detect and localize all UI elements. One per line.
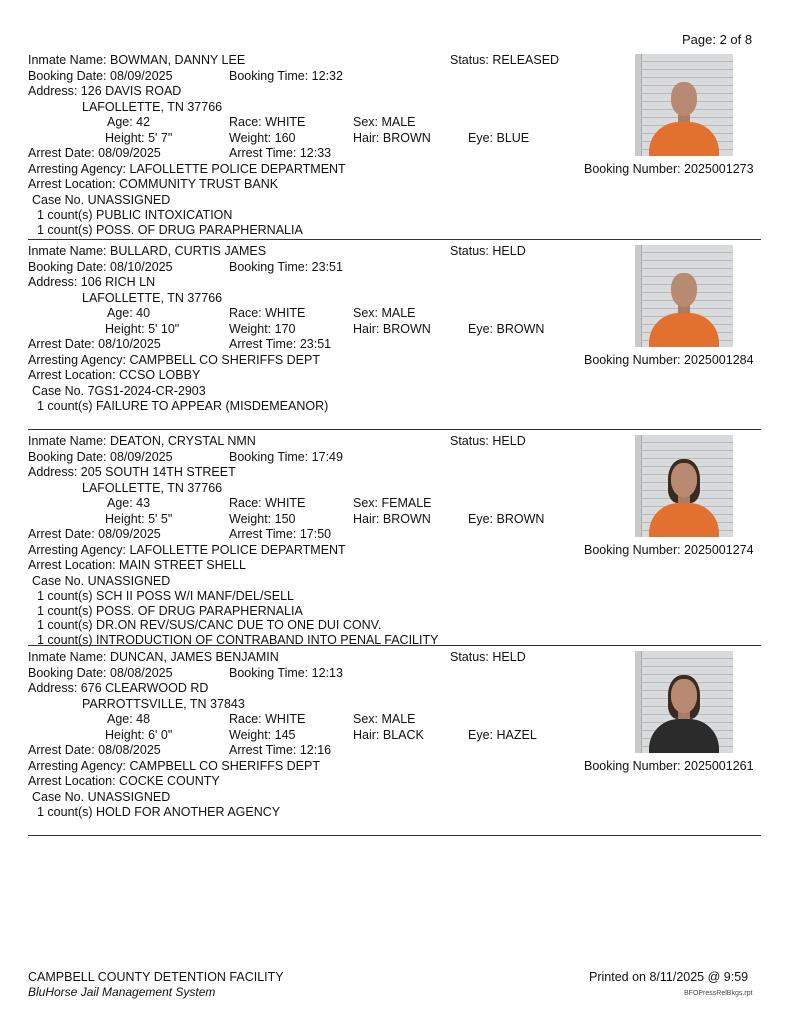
inmate-name: Inmate Name: BULLARD, CURTIS JAMES xyxy=(28,244,267,258)
weight: Weight: 170 xyxy=(229,321,296,336)
status-badge: Status: HELD xyxy=(450,244,526,258)
charge-item: 1 count(s) SCH II POSS W/I MANF/DEL/SELL xyxy=(37,589,295,603)
race: Race: WHITE xyxy=(229,306,306,320)
case-number: Case No. UNASSIGNED xyxy=(32,573,171,588)
charge-item: 1 count(s) POSS. OF DRUG PARAPHERNALIA xyxy=(37,603,303,618)
address-line: Address: 676 CLEARWOOD RD xyxy=(28,681,209,695)
race: Race: WHITE xyxy=(229,115,306,129)
booking-number: Booking Number: 2025001284 xyxy=(584,352,754,367)
height-chart-edge xyxy=(635,54,642,156)
booking-date: Booking Date: 08/09/2025 xyxy=(28,449,173,464)
head-shape xyxy=(671,273,697,307)
arrest-location: Arrest Location: MAIN STREET SHELL xyxy=(28,558,246,572)
arresting-agency: Arresting Agency: LAFOLLETTE POLICE DEPARTMENT xyxy=(28,542,346,557)
status-badge: Status: HELD xyxy=(450,650,526,664)
charge-item: 1 count(s) POSS. OF DRUG PARAPHERNALIA xyxy=(37,222,303,237)
charge-item: 1 count(s) INTRODUCTION OF CONTRABAND INTO PENAL FACILITY xyxy=(37,632,439,647)
case-number: Case No. 7GS1-2024-CR-2903 xyxy=(32,383,206,398)
weight: Weight: 160 xyxy=(229,130,296,145)
booking-number: Booking Number: 2025001261 xyxy=(584,758,754,773)
address-city: LAFOLLETTE, TN 37766 xyxy=(82,480,223,495)
charge-item: 1 count(s) DR.ON REV/SUS/CANC DUE TO ONE DUI CONV. xyxy=(37,618,382,632)
age: Age: 42 xyxy=(107,115,151,129)
inmate-name: Inmate Name: DEATON, CRYSTAL NMN xyxy=(28,434,256,448)
address-line: Address: 205 SOUTH 14TH STREET xyxy=(28,465,236,479)
arrest-location: Arrest Location: COCKE COUNTY xyxy=(28,774,220,788)
eye-color: Eye: BROWN xyxy=(468,321,545,336)
sex: Sex: FEMALE xyxy=(353,496,432,510)
status-badge: Status: HELD xyxy=(450,434,526,448)
booking-number: Booking Number: 2025001273 xyxy=(584,161,754,176)
case-number: Case No. UNASSIGNED xyxy=(32,789,171,804)
mugshot-photo xyxy=(635,435,733,537)
arrest-time: Arrest Time: 17:50 xyxy=(229,527,332,541)
arresting-agency: Arresting Agency: CAMPBELL CO SHERIFFS DEPT xyxy=(28,758,320,773)
arrest-time: Arrest Time: 12:16 xyxy=(229,743,332,757)
arrest-date: Arrest Date: 08/10/2025 xyxy=(28,337,161,351)
arrest-location: Arrest Location: COMMUNITY TRUST BANK xyxy=(28,177,279,191)
hair-color: Hair: BROWN xyxy=(353,511,431,526)
booking-date: Booking Date: 08/10/2025 xyxy=(28,259,173,274)
address-city: LAFOLLETTE, TN 37766 xyxy=(82,290,223,305)
head-shape xyxy=(671,679,697,713)
weight: Weight: 150 xyxy=(229,511,296,526)
address-city: LAFOLLETTE, TN 37766 xyxy=(82,99,223,114)
case-number: Case No. UNASSIGNED xyxy=(32,192,171,207)
arrest-time: Arrest Time: 12:33 xyxy=(229,146,332,160)
arrest-location: Arrest Location: CCSO LOBBY xyxy=(28,368,201,382)
head-shape xyxy=(671,82,697,116)
height: Height: 5' 7" xyxy=(105,130,173,145)
inmate-name: Inmate Name: BOWMAN, DANNY LEE xyxy=(28,53,246,67)
address-city: PARROTTSVILLE, TN 37843 xyxy=(82,696,245,711)
shirt-shape xyxy=(649,122,719,156)
hair-color: Hair: BROWN xyxy=(353,321,431,336)
height-chart-edge xyxy=(635,651,642,753)
arrest-date: Arrest Date: 08/08/2025 xyxy=(28,743,161,757)
printed-timestamp: Printed on 8/11/2025 @ 9:59 xyxy=(589,970,749,984)
charge-item: 1 count(s) HOLD FOR ANOTHER AGENCY xyxy=(37,805,281,819)
status-badge: Status: RELEASED xyxy=(450,53,560,67)
hair-color: Hair: BLACK xyxy=(353,727,424,742)
weight: Weight: 145 xyxy=(229,727,296,742)
height: Height: 5' 5" xyxy=(105,511,173,526)
race: Race: WHITE xyxy=(229,496,306,510)
shirt-shape xyxy=(649,719,719,753)
eye-color: Eye: BROWN xyxy=(468,511,545,526)
arrest-time: Arrest Time: 23:51 xyxy=(229,337,332,351)
sex: Sex: MALE xyxy=(353,306,416,320)
address-line: Address: 106 RICH LN xyxy=(28,275,156,289)
height-chart-edge xyxy=(635,245,642,347)
booking-time: Booking Time: 17:49 xyxy=(229,449,343,464)
record-divider xyxy=(28,835,761,836)
arresting-agency: Arresting Agency: LAFOLLETTE POLICE DEPARTMENT xyxy=(28,161,346,176)
page-number: Page: 2 of 8 xyxy=(682,32,753,47)
shirt-shape xyxy=(649,313,719,347)
eye-color: Eye: HAZEL xyxy=(468,727,537,742)
facility-name: CAMPBELL COUNTY DETENTION FACILITY xyxy=(28,970,284,984)
sex: Sex: MALE xyxy=(353,115,416,129)
mugshot-photo xyxy=(635,651,733,753)
charge-item: 1 count(s) FAILURE TO APPEAR (MISDEMEANOR) xyxy=(37,399,329,413)
head-shape xyxy=(671,463,697,497)
mugshot-photo xyxy=(635,54,733,156)
address-line: Address: 126 DAVIS ROAD xyxy=(28,84,182,98)
arresting-agency: Arresting Agency: CAMPBELL CO SHERIFFS DEPT xyxy=(28,352,320,367)
height: Height: 5' 10" xyxy=(105,321,180,336)
report-filename: BFOPressRelBkgs.rpt xyxy=(684,990,753,997)
booking-time: Booking Time: 23:51 xyxy=(229,259,343,274)
system-name: BluHorse Jail Management System xyxy=(28,985,216,999)
arrest-date: Arrest Date: 08/09/2025 xyxy=(28,527,161,541)
hair-color: Hair: BROWN xyxy=(353,130,431,145)
age: Age: 40 xyxy=(107,306,151,320)
booking-time: Booking Time: 12:32 xyxy=(229,68,343,83)
inmate-name: Inmate Name: DUNCAN, JAMES BENJAMIN xyxy=(28,650,279,664)
booking-date: Booking Date: 08/08/2025 xyxy=(28,665,173,680)
record-divider xyxy=(28,645,761,646)
age: Age: 48 xyxy=(107,712,151,726)
height-chart-edge xyxy=(635,435,642,537)
record-divider xyxy=(28,239,761,240)
booking-number: Booking Number: 2025001274 xyxy=(584,542,754,557)
eye-color: Eye: BLUE xyxy=(468,130,530,145)
booking-time: Booking Time: 12:13 xyxy=(229,665,343,680)
record-divider xyxy=(28,429,761,430)
age: Age: 43 xyxy=(107,496,151,510)
height: Height: 6' 0" xyxy=(105,727,173,742)
sex: Sex: MALE xyxy=(353,712,416,726)
shirt-shape xyxy=(649,503,719,537)
booking-date: Booking Date: 08/09/2025 xyxy=(28,68,173,83)
arrest-date: Arrest Date: 08/09/2025 xyxy=(28,146,161,160)
race: Race: WHITE xyxy=(229,712,306,726)
mugshot-photo xyxy=(635,245,733,347)
charge-item: 1 count(s) PUBLIC INTOXICATION xyxy=(37,208,233,222)
